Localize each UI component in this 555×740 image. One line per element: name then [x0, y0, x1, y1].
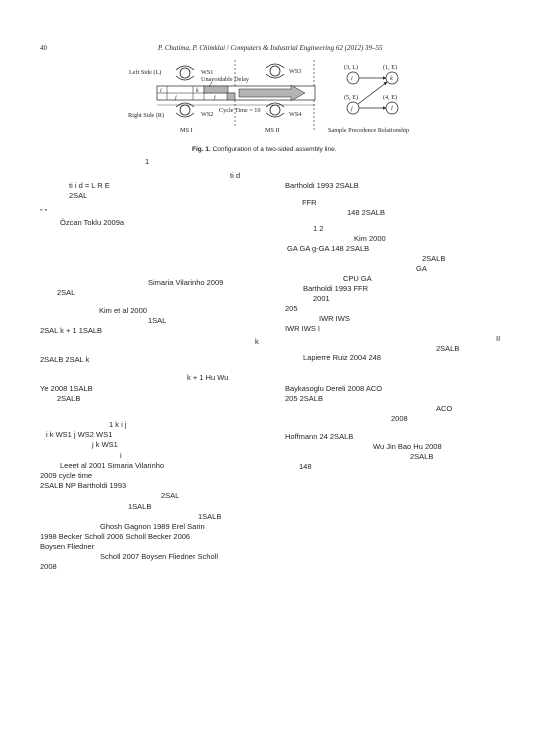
- body-text-line: 148 2SALB: [347, 208, 385, 217]
- body-text-line: GA: [416, 264, 427, 273]
- body-text-line: i: [120, 451, 122, 460]
- body-text-line: Baykasoglu Dereli 2008 ACO: [285, 384, 383, 393]
- body-text-line: j k WS1: [92, 440, 118, 449]
- body-text-line: FFR: [302, 198, 317, 207]
- worker-icon-ws3: [266, 64, 284, 78]
- precedence-diagram: [328, 64, 409, 134]
- node-l-attr: (4, E): [383, 94, 398, 101]
- body-text-line: k + 1 Hu Wu: [187, 373, 229, 382]
- body-text-line: 2SALB: [436, 344, 460, 353]
- ms1-label: MS I: [180, 127, 193, 134]
- figure-1-diagram: [115, 58, 445, 140]
- figure-caption-text: Configuration of a two-sided assembly line.: [212, 146, 337, 153]
- body-text-line: 2001: [313, 294, 330, 303]
- body-text-line: Boysen Fliedner: [40, 542, 95, 551]
- body-text-line: k: [255, 337, 259, 346]
- ms2-label: MS II: [265, 127, 280, 134]
- figure-caption: [192, 145, 337, 154]
- body-text-line: i k WS1 j WS2 WS1: [46, 430, 113, 439]
- node-i: [347, 72, 359, 84]
- body-text-line: CPU GA: [343, 274, 372, 283]
- body-text-line: Ghosh Gagnon 1989 Erel Sarin: [100, 522, 205, 531]
- body-text-line: 2SALB: [422, 254, 446, 263]
- body-text-line: ACO: [436, 404, 453, 413]
- body-text-line: 1SALB: [198, 512, 222, 521]
- node-k-attr: (1, E): [383, 64, 398, 71]
- precedence-title: Sample Precedence Relationship: [328, 127, 410, 134]
- task-i-label: i: [160, 87, 162, 94]
- cycle-time-label: Cycle Time = 10: [219, 107, 261, 114]
- body-text-line: 1998 Becker Scholl 2006 Scholl Becker 2006: [40, 532, 191, 541]
- body-text-line: 2SALB NP Bartholdi 1993: [40, 481, 127, 490]
- body-text-line: Bartholdi 1993 2SALB: [285, 181, 359, 190]
- task-j-label: j: [175, 94, 177, 101]
- body-text-line: II: [496, 334, 501, 343]
- body-text-line: 2SALB: [57, 394, 81, 403]
- body-text-line: 205 2SALB: [285, 394, 323, 403]
- task-j2-label: j: [214, 94, 216, 101]
- ws2-label: WS2: [201, 111, 214, 118]
- right-side-label: Right Side (R): [128, 112, 165, 119]
- body-text-line: 2SAL: [161, 491, 180, 500]
- node-j-name: j: [351, 105, 353, 112]
- body-text-line: 2SAL: [57, 288, 76, 297]
- body-text-line: 2SALB 2SAL k: [40, 355, 90, 364]
- body-text-line: 2008: [391, 414, 408, 423]
- unavoidable-delay-block: [204, 86, 228, 93]
- idle-block: [227, 93, 235, 100]
- body-text-line: 2SAL: [69, 191, 88, 200]
- body-text-line: Kim et al 2000: [99, 306, 147, 315]
- body-text-line: 1SAL: [148, 316, 167, 325]
- body-text-line: Ye 2008 1SALB: [40, 384, 93, 393]
- figure-caption-label: Fig. 1.: [192, 146, 211, 153]
- body-text-line: 148: [299, 462, 312, 471]
- node-i-name: i: [351, 75, 353, 82]
- body-text-line: Leeet al 2001 Simaria Vilarinho: [60, 461, 165, 470]
- body-text-line: 2009 cycle time: [40, 471, 93, 480]
- ws3-label: WS3: [289, 68, 302, 75]
- body-text-line: Kim 2000: [354, 234, 386, 243]
- ws4-label: WS4: [289, 111, 302, 118]
- node-j: [347, 102, 359, 114]
- body-text-line: IWR IWS I: [285, 324, 320, 333]
- body-text-line: 205: [285, 304, 298, 313]
- page-number: 40: [40, 44, 47, 52]
- node-l-name: l: [391, 105, 393, 112]
- body-text-line: Wu Jin Bao Hu 2008: [373, 442, 442, 451]
- body-text-line: Lapierre Ruiz 2004 248: [303, 353, 381, 362]
- body-text-line: ti i d = L R E: [69, 181, 110, 190]
- body-text-line: 1SALB: [128, 502, 152, 511]
- assembly-line-diagram: [128, 60, 315, 134]
- running-head: P. Chutima, P. Chimklai / Computers & Industrial Engineering 62 (2012) 39–55: [158, 44, 383, 52]
- node-k-name: k: [390, 75, 393, 82]
- body-text-line: Simaria Vilarinho 2009: [148, 278, 224, 287]
- body-text-line: Hoffmann 24 2SALB: [285, 432, 354, 441]
- left-side-label: Left Side (L): [129, 69, 162, 76]
- delay-label: Unavoidable Delay: [201, 76, 249, 83]
- ws1-label: WS1: [201, 69, 214, 76]
- body-text-line: Bartholdi 1993 FFR: [303, 284, 369, 293]
- body-text-line: ti d: [230, 171, 241, 180]
- body-text-line: 2SAL k + 1 1SALB: [40, 326, 103, 335]
- body-text-line: 2SALB: [410, 452, 434, 461]
- body-text-line: GA GA g-GA 148 2SALB: [287, 244, 370, 253]
- task-k-label: k: [196, 87, 199, 94]
- body-text-line: 2008: [40, 562, 57, 571]
- body-text-line: 1: [145, 157, 150, 166]
- body-text-line: Scholl 2007 Boysen Fliedner Scholl: [100, 552, 218, 561]
- body-text-line: IWR IWS: [319, 314, 350, 323]
- body-text-line: 1 2: [313, 224, 324, 233]
- body-text-line: 1 k i j: [109, 420, 127, 429]
- body-text-line: " ": [40, 207, 48, 216]
- node-j-attr: (5, E): [344, 94, 359, 101]
- worker-icon-ws1: [176, 66, 194, 80]
- node-i-attr: (3, L): [344, 64, 359, 71]
- body-text-line: Özcan Toklu 2009a: [60, 218, 125, 227]
